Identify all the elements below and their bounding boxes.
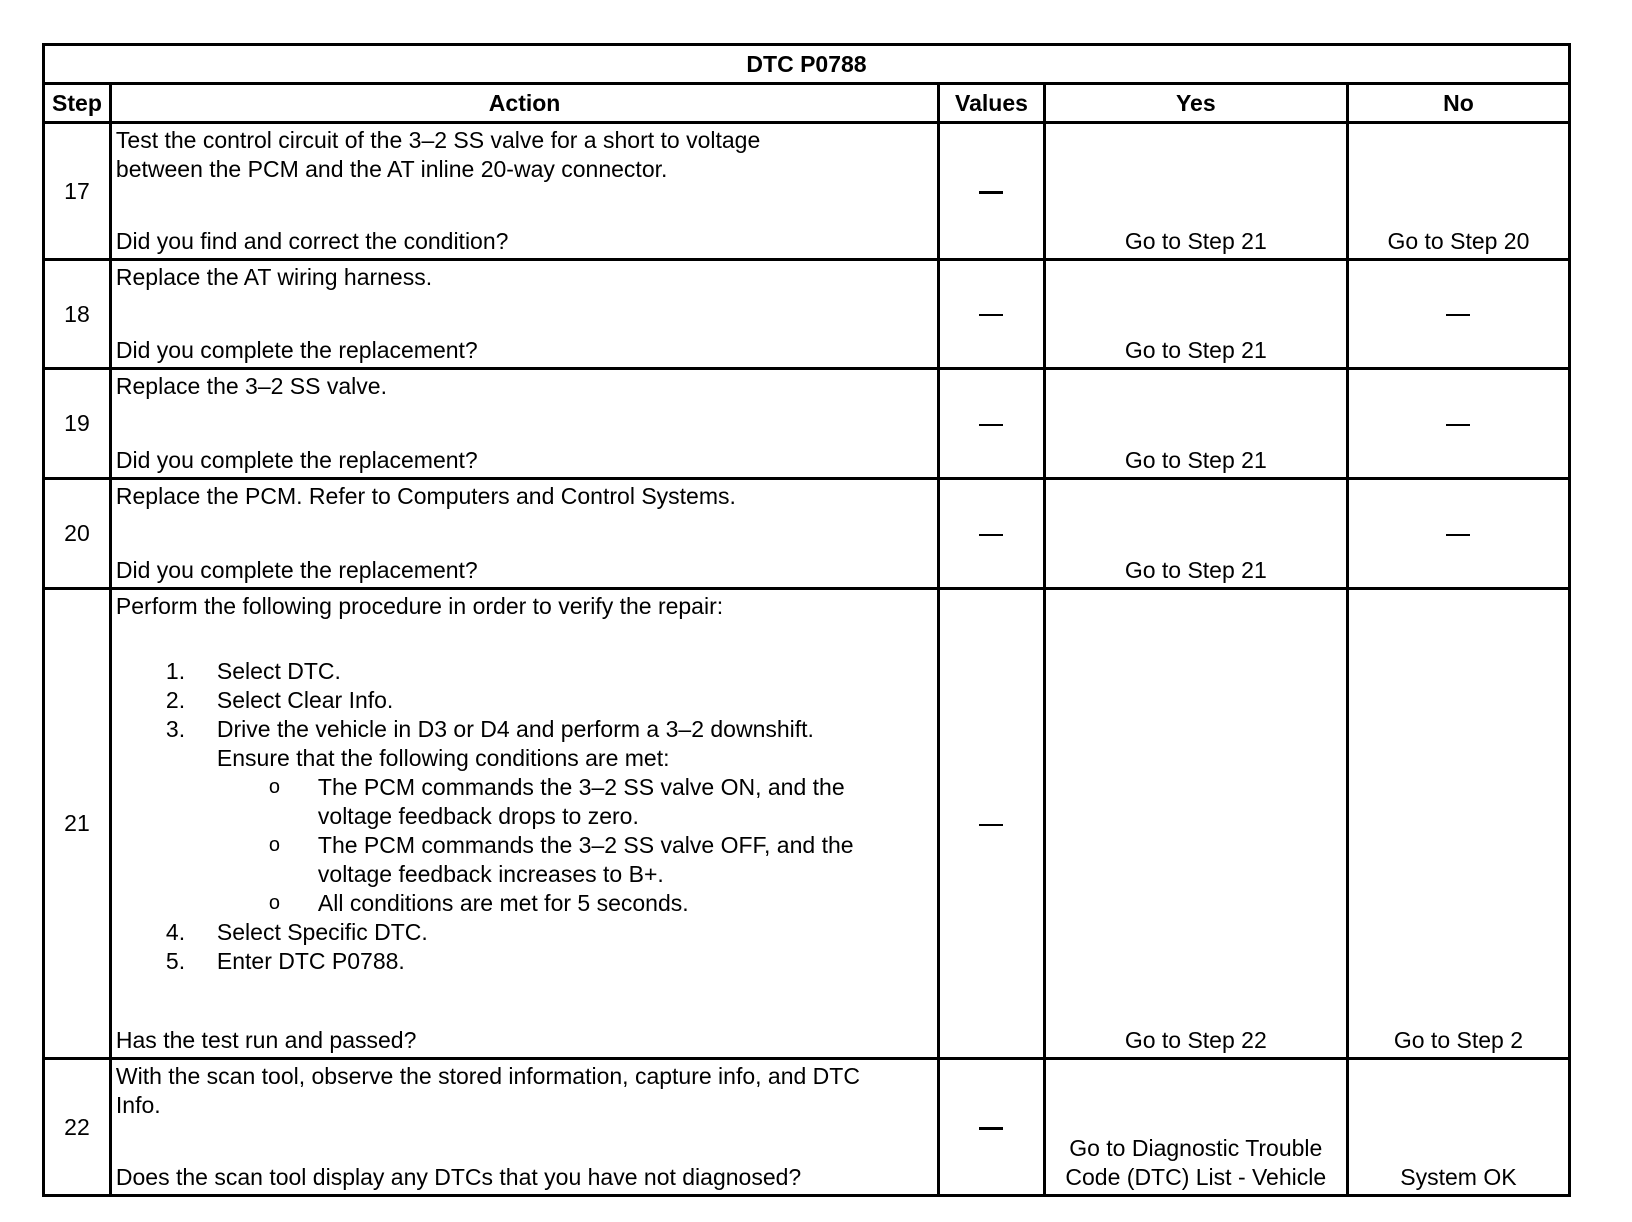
- action-text: Replace the PCM. Refer to Computers and Control Systems.: [115, 483, 736, 509]
- list-text: Drive the vehicle in D3 or D4 and perform a 3–2 downshift. Ensure that the following conditions are met:: [216, 716, 814, 771]
- condition-list: [217, 773, 933, 918]
- action-text: Replace the AT wiring harness.: [115, 264, 433, 290]
- bullet-icon: o: [268, 834, 281, 856]
- sub-list-text: The PCM commands the 3–2 SS valve ON, and the voltage feedback drops to zero.: [317, 774, 845, 829]
- list-text: Select DTC.: [216, 658, 341, 684]
- step-number: 17: [44, 123, 111, 260]
- table-row: [44, 369, 1570, 479]
- action-question: Has the test run and passed?: [115, 1027, 417, 1053]
- action-question: Did you complete the replacement?: [115, 337, 478, 363]
- table-row: [44, 589, 1570, 1059]
- list-text: Enter DTC P0788.: [216, 948, 405, 974]
- step-number: 20: [44, 479, 111, 589]
- action-cell: [110, 479, 938, 589]
- values-cell: [939, 260, 1044, 369]
- sub-list-item: [217, 831, 933, 889]
- action-question: Did you complete the replacement?: [115, 447, 478, 473]
- action-text: Replace the 3–2 SS valve.: [115, 373, 387, 399]
- action-intro: Perform the following procedure in order to verify the repair:: [115, 593, 724, 619]
- list-number: 4.: [165, 919, 186, 945]
- step-number: 19: [44, 369, 111, 479]
- header-no: No: [1347, 84, 1569, 123]
- action-text: Test the control circuit of the 3–2 SS valve for a short to voltage between the PCM and the AT inline 20-way connector.: [115, 127, 761, 182]
- values-dash: [979, 824, 1003, 826]
- table-row: [44, 260, 1570, 369]
- values-cell: [939, 589, 1044, 1059]
- values-cell: [939, 123, 1044, 260]
- no-cell: [1347, 479, 1569, 589]
- values-dash: [979, 191, 1003, 194]
- action-cell: [110, 589, 938, 1059]
- header-yes: Yes: [1044, 84, 1347, 123]
- sub-list-text: The PCM commands the 3–2 SS valve OFF, and the voltage feedback increases to B+.: [317, 832, 854, 887]
- yes-cell: Go to Step 21: [1044, 260, 1347, 369]
- list-text: Select Clear Info.: [216, 687, 394, 713]
- dtc-table: [42, 43, 1571, 1197]
- action-cell: [110, 123, 938, 260]
- action-question: Did you complete the replacement?: [115, 557, 478, 583]
- no-cell: [1347, 260, 1569, 369]
- list-number: 5.: [165, 948, 186, 974]
- values-cell: [939, 1059, 1044, 1196]
- table-row: [44, 1059, 1570, 1196]
- list-number: 1.: [165, 658, 186, 684]
- yes-cell: Go to Step 22: [1044, 589, 1347, 1059]
- yes-text: Go to Diagnostic Trouble Code (DTC) List - Vehicle: [1065, 1135, 1327, 1190]
- action-cell: [110, 1059, 938, 1196]
- table-title: DTC P0788: [44, 45, 1570, 84]
- yes-cell: Go to Step 21: [1044, 369, 1347, 479]
- header-row: [44, 84, 1570, 123]
- step-number: 21: [44, 589, 111, 1059]
- procedure-list: [116, 657, 933, 976]
- values-cell: [939, 479, 1044, 589]
- list-text: Select Specific DTC.: [216, 919, 428, 945]
- action-question: Does the scan tool display any DTCs that you have not diagnosed?: [115, 1164, 802, 1190]
- bullet-icon: o: [268, 892, 281, 914]
- yes-cell: [1044, 1059, 1347, 1196]
- header-step: Step: [44, 84, 111, 123]
- values-cell: [939, 369, 1044, 479]
- action-cell: [110, 260, 938, 369]
- yes-cell: Go to Step 21: [1044, 479, 1347, 589]
- list-item: [116, 686, 933, 715]
- no-cell: System OK: [1347, 1059, 1569, 1196]
- values-dash: [979, 1127, 1003, 1130]
- no-dash: [1446, 314, 1470, 316]
- step-number: 18: [44, 260, 111, 369]
- values-dash: [979, 424, 1003, 426]
- yes-cell: Go to Step 21: [1044, 123, 1347, 260]
- action-question: Did you find and correct the condition?: [115, 228, 509, 254]
- sub-list-item: [217, 889, 933, 918]
- no-cell: [1347, 369, 1569, 479]
- title-row: [44, 45, 1570, 84]
- list-number: 2.: [165, 687, 186, 713]
- no-dash: [1446, 534, 1470, 536]
- list-number: 3.: [165, 716, 186, 742]
- action-text: With the scan tool, observe the stored information, capture info, and DTC Info.: [115, 1063, 860, 1118]
- table-row: [44, 479, 1570, 589]
- no-dash: [1446, 424, 1470, 426]
- header-values: Values: [939, 84, 1044, 123]
- table-row: [44, 123, 1570, 260]
- list-item: [116, 715, 933, 918]
- sub-list-text: All conditions are met for 5 seconds.: [317, 890, 689, 916]
- no-cell: Go to Step 2: [1347, 589, 1569, 1059]
- bullet-icon: o: [268, 776, 281, 798]
- action-cell: [110, 369, 938, 479]
- values-dash: [979, 534, 1003, 536]
- header-action: Action: [110, 84, 938, 123]
- list-item: [116, 657, 933, 686]
- no-cell: Go to Step 20: [1347, 123, 1569, 260]
- sub-list-item: [217, 773, 933, 831]
- list-item: [116, 918, 933, 947]
- list-item: [116, 947, 933, 976]
- values-dash: [979, 314, 1003, 316]
- step-number: 22: [44, 1059, 111, 1196]
